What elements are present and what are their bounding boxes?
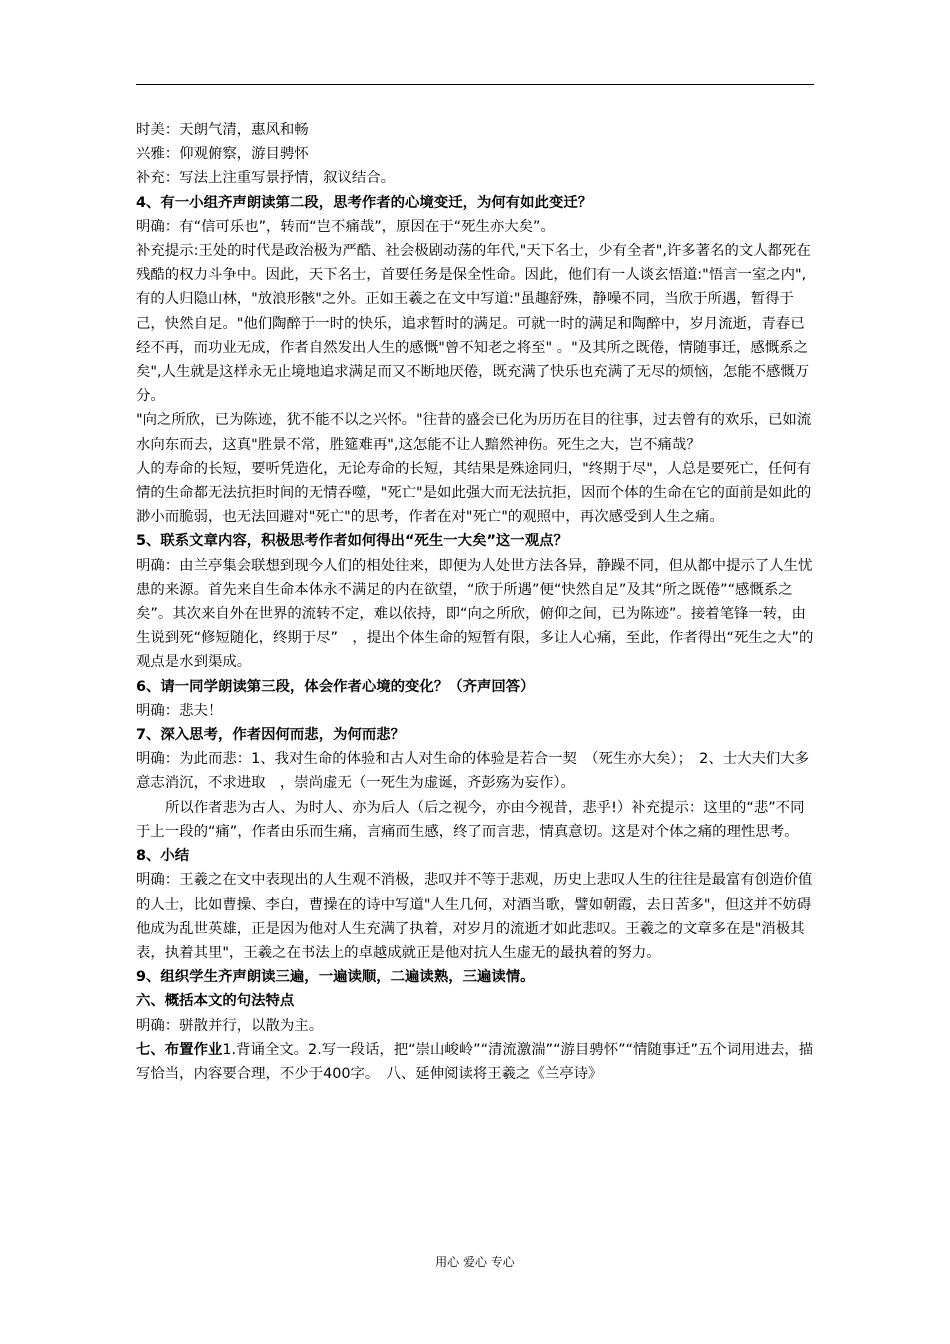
assignment-text: 1.背诵全文。2.写一段话，把“崇山峻岭”“清流激湍”“游目骋怀”“情随事迁”五个词用进去，描写恰当，内容要合理，不少于400字。 八、延伸阅读将王羲之《兰亭诗》 (136, 1041, 814, 1082)
paragraph: "向之所欣，已为陈迹，犹不能不以之兴怀。"往昔的盛会已化为历历在目的往事，过去曾有的欢乐，已如流水向东而去，这真"胜景不常，胜筵难再",这怎能不让人黯然神伤。死生之大，岂不痛哉？ (136, 412, 812, 453)
paragraph: 明确：王羲之在文中表现出的人生观不消极，悲叹并不等于悲观，历史上悲叹人生的往往是最富有创造价值的人士，比如曹操、李白，曹操在的诗中写道"人生几何，对酒当歌，譬如朝霞，去日苦多"，但这并不妨碍他成为乱世英雄，正是因为他对人生充满了执着，对岁月的流逝才如此悲叹。王羲之的文章多在是"消极其表，执着其里"，王羲之在书法上的卓越成就正是他对抗人生虚无的最执着的努力。 (136, 872, 813, 961)
paragraph: 明确：骈散并行，以散为主。 (136, 1017, 324, 1034)
paragraph: 人的寿命的长短，要听凭造化，无论寿命的长短，其结果是殊途同归，"终期于尽"，人总是要死亡，任何有情的生命都无法抗拒时间的无情吞噬，"死亡"是如此强大而无法抗拒，因而个体的生命在它的面前是如此的渺小而脆弱，也无法回避对"死亡"的思考，作者在对"死亡"的观照中，再次感受到人生之痛。 (136, 460, 812, 526)
assignment-paragraph (136, 1038, 816, 1086)
paragraph: 补充提示:王处的时代是政治极为严酷、社会极剧动荡的年代,"天下名士，少有全者",许多著名的文人都死在残酷的权力斗争中。因此，天下名士，首要任务是保全性命。因此，他们有一人谈玄悟道:"悟言一室之内",有的人归隐山林，"放浪形骸"之外。正如王羲之在文中写道:"虽趣舒殊，静噪不同，当欣于所遇，暂得于己，快然自足。"他们陶醉于一时的快乐，追求暂时的满足。可就一时的满足和陶醉中，岁月流逝，青春已经不再，而功业无成，作者自然发出人生的感慨"曾不知老之将至" 。"及其所之既倦，情随事迁，感慨系之矣",人生就是这样永无止境地追求满足而又不断地厌倦，既充满了快乐也充满了无尽的烦恼，怎能不感慨万分。 (136, 243, 811, 405)
section-heading: 8、小结 (136, 848, 190, 865)
page-footer: 用心 爱心 专心 (435, 1255, 515, 1269)
section-heading: 9、组织学生齐声朗读三遍，一遍读顺，二遍读熟，三遍读情。 (136, 969, 535, 986)
paragraph: 明确：悲夫！ (136, 702, 223, 719)
indented-paragraph: 所以作者悲为古人、为时人、亦为后人（后之视今，亦由今视昔，悲乎!）补充提示：这里的“悲”不同于上一段的“痛”，作者由乐而生痛，言痛而生感，终了而言悲，情真意切。这是对个体之痛的理性思考。 (136, 799, 805, 840)
paragraph: 兴雅：仰观俯察，游目骋怀 (136, 146, 309, 163)
section-heading: 5、联系文章内容，积极思考作者如何得出“死生一大矣”这一观点？ (136, 533, 568, 550)
document-body (136, 118, 816, 1086)
section-heading: 7、深入思考，作者因何而悲，为何而悲？ (136, 727, 406, 744)
paragraph: 明确：为此而悲：1、我对生命的体验和古人对生命的体验是若合一契 （死生亦大矣）； 2、士大夫们大多意志消沉，不求进取 ，崇尚虚无（一死生为虚诞，齐彭殇为妄作）。 (136, 751, 810, 792)
assignment-heading: 七、布置作业 (136, 1041, 223, 1058)
section-heading: 六、概括本文的句法特点 (136, 993, 295, 1010)
header-rule (136, 84, 814, 85)
section-heading: 6、请一同学朗读第三段，体会作者心境的变化？（齐声回答） (136, 678, 535, 695)
paragraph: 明确：有“信可乐也”，转而“岂不痛哉”，原因在于“死生亦大矣”。 (136, 218, 555, 235)
paragraph: 时美：天朗气清，惠风和畅 (136, 122, 309, 138)
paragraph: 明确：由兰亭集会联想到现今人们的相处往来，即便为人处世方法各异，静躁不同，但从都中提示了人生忧患的来源。首先来自生命本体永不满足的内在欲望，“欣于所遇”便“快然自足”及其“所之既倦”“感慨系之矣”。其次来自外在世界的流转不定，难以依持，即“向之所欣，俯仰之间，已为陈迹”。接着笔锋一转，由生说到死“修短随化，终期于尽” ，提出个体生命的短暂有限，多让人心痛，至此，作者得出“死生之大”的观点是水到渠成。 (136, 557, 814, 671)
paragraph: 补充：写法上注重写景抒情，叙议结合。 (136, 170, 396, 187)
section-heading: 4、有一小组齐声朗读第二段，思考作者的心境变迁，为何有如此变迁？ (136, 194, 593, 211)
